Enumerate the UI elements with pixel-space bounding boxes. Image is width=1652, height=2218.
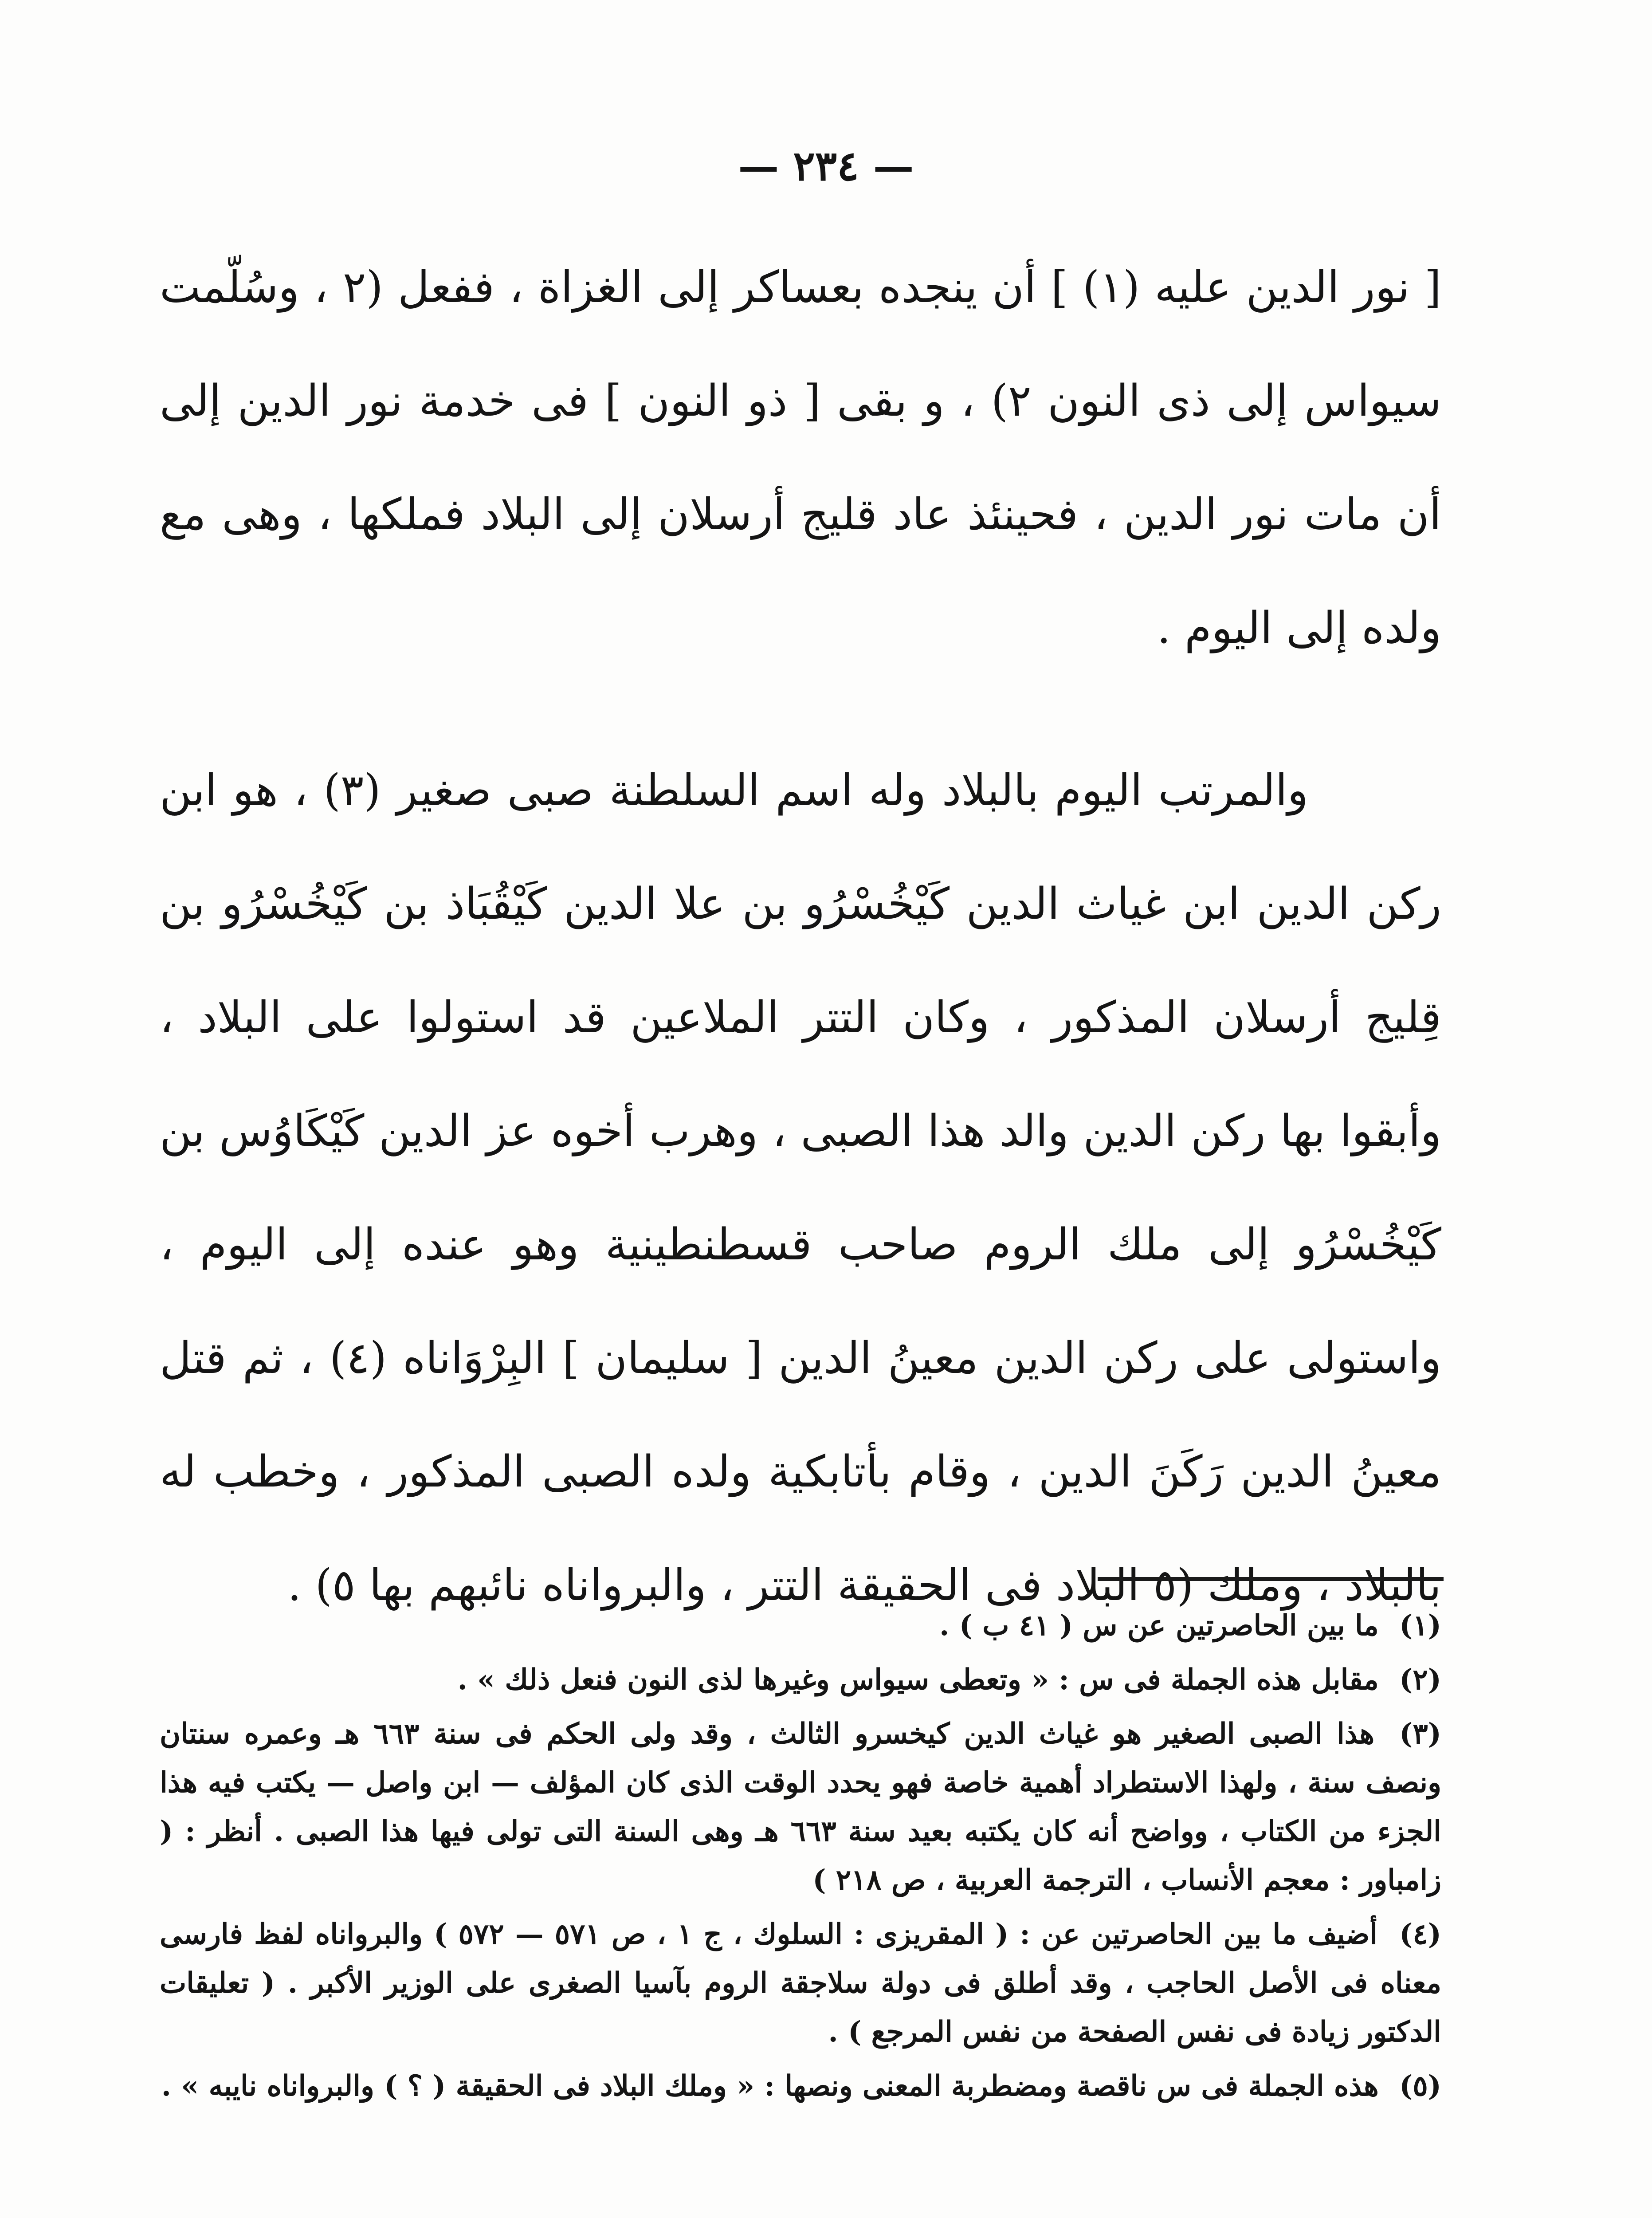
footnote-5 xyxy=(160,2062,1441,2111)
footnote-number: (١) xyxy=(1399,1609,1441,1642)
footnote-2 xyxy=(160,1656,1441,1704)
footnote-4 xyxy=(160,1910,1441,2057)
paragraph-1: [ نور الدين عليه (١) ] أن ينجده بعساكر إلى الغزاة ، ففعل (٢ ، وسُلّمت سيواس إلى ذى النون ٢) ، و بقى [ ذو النون ] فى خدمة نور الدين إلى أن مات نور الدين ، فحينئذ عاد قليج أرسلان إلى البلاد فملكها ، وهى مع ولده إلى اليوم . xyxy=(160,262,1442,653)
footnote-separator xyxy=(1098,1577,1444,1581)
footnotes xyxy=(160,1601,1441,2116)
footnote-number: (٤) xyxy=(1399,1918,1442,1951)
main-text xyxy=(160,231,1441,1691)
footnote-text: مقابل هذه الجملة فى س : « وتعطى سيواس وغيرها لذى النون فنعل ذلك » . xyxy=(457,1663,1379,1696)
footnote-3 xyxy=(160,1710,1441,1905)
page-number: — ٢٣٤ — xyxy=(738,142,914,190)
footnote-text: ما بين الحاصرتين عن س ( ٤١ ب ) . xyxy=(939,1609,1379,1642)
footnote-number: (٢) xyxy=(1399,1663,1441,1696)
footnote-text: هذا الصبى الصغير هو غياث الدين كيخسرو الثالث ، وقد ولى الحكم فى سنة ٦٦٣ هـ وعمره سنتان ونصف سنة ، ولهذا الاستطراد أهمية خاصة فهو يحدد الوقت الذى كان المؤلف — ابن واصل — يكتب فيه هذا الجزء من الكتاب ، وواضح أنه كان يكتبه بعيد سنة ٦٦٣ هـ وهى السنة التى تولى فيها هذا الصبى . أنظر : ( زامباور : معجم الأنساب ، الترجمة العربية ، ص ٢١٨ ) xyxy=(160,1717,1442,1897)
footnote-number: (٥) xyxy=(1399,2069,1441,2103)
footnote-number: (٣) xyxy=(1399,1717,1442,1750)
paragraph-2: والمرتب اليوم بالبلاد وله اسم السلطنة صبى صغير (٣) ، هو ابن ركن الدين ابن غياث الدين كَيْخُسْرُو بن علا الدين كَيْقُبَاذ بن كَيْخُسْرُو بن قِليج أرسلان المذكور ، وكان التتر الملاعين قد استولوا على البلاد ، وأبقوا بها ركن الدين والد هذا الصبى ، وهرب أخوه عز الدين كَيْكَاوُس بن كَيْخُسْرُو إلى ملك الروم صاحب قسطنطينية وهو عنده إلى اليوم ، واستولى على ركن الدين معينُ الدين [ سليمان ] البِرْوَاناه (٤) ، ثم قتل معينُ الدين رَكَنَ الدين ، وقام بأتابكية ولده الصبى المذكور ، وخطب له بالبلاد ، وملك (٥ البلاد فى الحقيقة التتر ، والبرواناه نائبهم بها ٥) . xyxy=(160,765,1441,1611)
footnote-1 xyxy=(160,1601,1441,1650)
footnote-text: هذه الجملة فى س ناقصة ومضطربة المعنى ونصها : « وملك البلاد فى الحقيقة ( ؟ ) والبرواناه نايبه » . xyxy=(161,2069,1379,2103)
footnote-text: أضيف ما بين الحاصرتين عن : ( المقريزى : السلوك ، ج ١ ، ص ٥٧١ — ٥٧٢ ) والبرواناه لفظ فارسى معناه فى الأصل الحاجب ، وقد أطلق فى دولة سلاجقة الروم بآسيا الصغرى على الوزير الأكبر . ( تعليقات الدكتور زيادة فى نفس الصفحة من نفس المرجع ) . xyxy=(160,1918,1441,2049)
